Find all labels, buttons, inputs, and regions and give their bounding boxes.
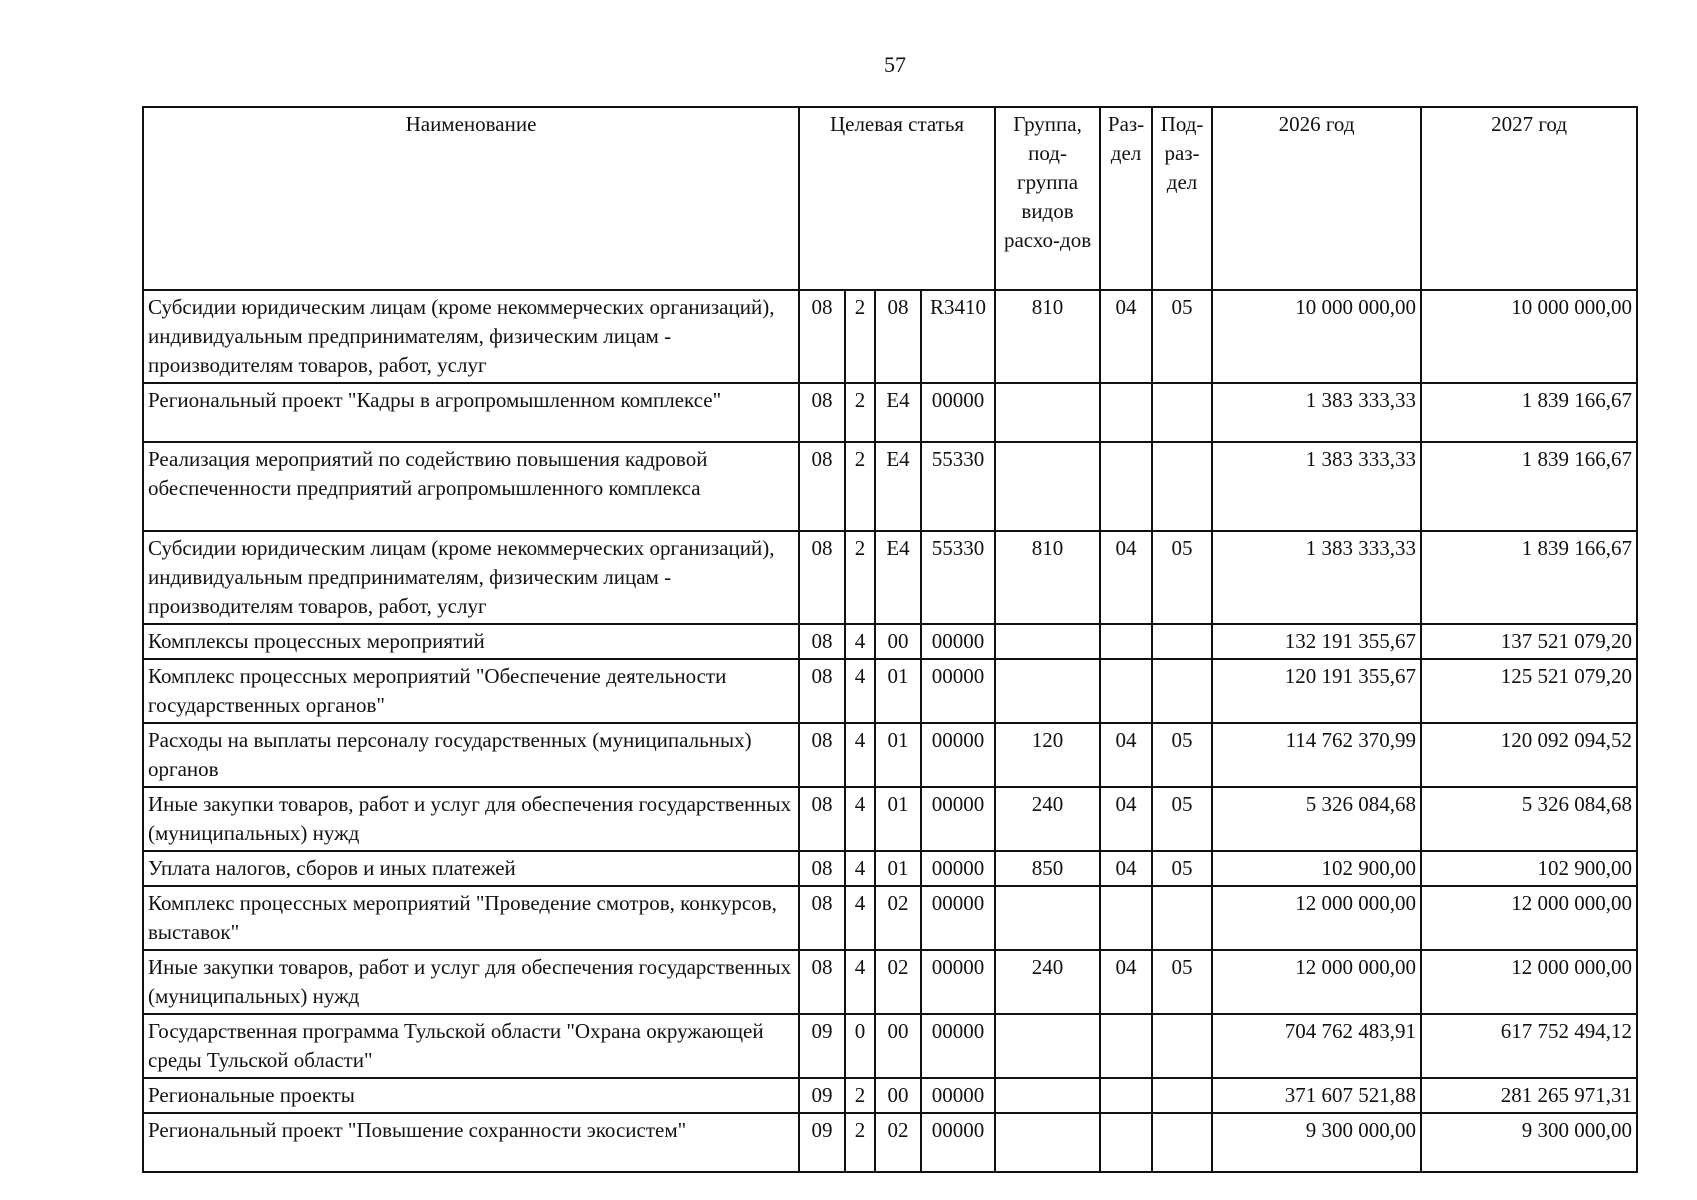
row-amount-2027: 137 521 079,20 [1421,624,1637,659]
row-name: Реализация мероприятий по содействию повышения кадровой обеспеченности предприятий агропромышленного комплекса [143,442,799,531]
row-amount-2026: 10 000 000,00 [1212,290,1421,383]
table-row [143,442,1637,531]
table-row [143,886,1637,950]
row-amount-2026: 1 383 333,33 [1212,531,1421,624]
row-amount-2027: 617 752 494,12 [1421,1014,1637,1078]
row-name: Региональные проекты [143,1078,799,1113]
row-subsection: 05 [1152,851,1212,886]
row-code-direction: 00000 [921,383,995,442]
row-subsection: 05 [1152,787,1212,851]
row-code-type: 4 [845,851,875,886]
row-code-program: 08 [799,290,845,383]
row-section: 04 [1100,531,1152,624]
row-expense-group [995,1014,1100,1078]
row-name: Уплата налогов, сборов и иных платежей [143,851,799,886]
row-amount-2026: 102 900,00 [1212,851,1421,886]
row-expense-group [995,442,1100,531]
row-section: 04 [1100,290,1152,383]
row-amount-2026: 9 300 000,00 [1212,1113,1421,1172]
row-code-subprogram: 02 [875,886,921,950]
row-code-subprogram: Е4 [875,442,921,531]
row-code-direction: 00000 [921,886,995,950]
row-code-direction: 00000 [921,659,995,723]
row-section [1100,1113,1152,1172]
row-expense-group: 240 [995,787,1100,851]
row-name: Иные закупки товаров, работ и услуг для обеспечения государственных (муниципальных) нужд [143,787,799,851]
row-name: Расходы на выплаты персоналу государственных (муниципальных) органов [143,723,799,787]
row-amount-2026: 12 000 000,00 [1212,886,1421,950]
page-number: 57 [884,52,906,77]
row-amount-2026: 371 607 521,88 [1212,1078,1421,1113]
row-amount-2026: 132 191 355,67 [1212,624,1421,659]
row-expense-group: 850 [995,851,1100,886]
row-amount-2027: 9 300 000,00 [1421,1113,1637,1172]
row-amount-2026: 704 762 483,91 [1212,1014,1421,1078]
row-code-direction: 00000 [921,851,995,886]
row-code-subprogram: 01 [875,787,921,851]
table-row [143,1014,1637,1078]
row-amount-2026: 1 383 333,33 [1212,383,1421,442]
row-amount-2027: 12 000 000,00 [1421,950,1637,1014]
row-name: Комплекс процессных мероприятий "Обеспечение деятельности государственных органов" [143,659,799,723]
table-header-row [143,107,1637,290]
row-code-direction: 55330 [921,442,995,531]
row-code-program: 08 [799,531,845,624]
row-section: 04 [1100,851,1152,886]
row-section [1100,659,1152,723]
row-code-subprogram: 01 [875,851,921,886]
header-year-2026: 2026 год [1212,107,1421,290]
row-name: Иные закупки товаров, работ и услуг для обеспечения государственных (муниципальных) нужд [143,950,799,1014]
row-code-direction: 00000 [921,723,995,787]
row-amount-2027: 12 000 000,00 [1421,886,1637,950]
row-subsection [1152,624,1212,659]
row-code-subprogram: 02 [875,950,921,1014]
row-code-program: 08 [799,659,845,723]
row-code-type: 4 [845,787,875,851]
table-row [143,851,1637,886]
row-amount-2027: 125 521 079,20 [1421,659,1637,723]
table-row [143,1113,1637,1172]
row-code-subprogram: 00 [875,1014,921,1078]
table-row [143,659,1637,723]
header-expense-group: Группа, под-группа видов расхо-дов [995,107,1100,290]
table-row [143,723,1637,787]
row-code-subprogram: Е4 [875,531,921,624]
row-code-type: 4 [845,723,875,787]
row-expense-group: 240 [995,950,1100,1014]
row-code-direction: 55330 [921,531,995,624]
row-code-subprogram: 08 [875,290,921,383]
row-code-direction: 00000 [921,787,995,851]
row-code-type: 2 [845,442,875,531]
table-row [143,290,1637,383]
row-code-program: 09 [799,1078,845,1113]
row-code-program: 08 [799,442,845,531]
row-expense-group: 120 [995,723,1100,787]
row-amount-2026: 114 762 370,99 [1212,723,1421,787]
row-code-program: 09 [799,1014,845,1078]
row-code-direction: 00000 [921,950,995,1014]
row-subsection [1152,383,1212,442]
row-code-program: 08 [799,383,845,442]
row-code-type: 2 [845,1078,875,1113]
row-code-type: 4 [845,624,875,659]
row-code-type: 4 [845,950,875,1014]
row-code-direction: R3410 [921,290,995,383]
row-expense-group [995,624,1100,659]
row-name: Субсидии юридическим лицам (кроме некоммерческих организаций), индивидуальным предпринимателям, физическим лицам - производителям товаров, работ, услуг [143,290,799,383]
row-expense-group: 810 [995,290,1100,383]
header-year-2027: 2027 год [1421,107,1637,290]
row-amount-2027: 281 265 971,31 [1421,1078,1637,1113]
row-section: 04 [1100,787,1152,851]
row-code-subprogram: 02 [875,1113,921,1172]
header-target-article: Целевая статья [799,107,995,290]
row-code-program: 08 [799,886,845,950]
table-row [143,624,1637,659]
row-section [1100,383,1152,442]
row-section: 04 [1100,723,1152,787]
row-name: Субсидии юридическим лицам (кроме некоммерческих организаций), индивидуальным предпринимателям, физическим лицам - производителям товаров, работ, услуг [143,531,799,624]
table-row [143,531,1637,624]
row-amount-2027: 102 900,00 [1421,851,1637,886]
row-code-direction: 00000 [921,1113,995,1172]
header-subsection: Под-раз-дел [1152,107,1212,290]
row-code-type: 2 [845,290,875,383]
row-amount-2026: 12 000 000,00 [1212,950,1421,1014]
row-code-type: 4 [845,886,875,950]
header-name: Наименование [143,107,799,290]
row-name: Региональный проект "Повышение сохранности экосистем" [143,1113,799,1172]
row-code-type: 2 [845,531,875,624]
table-row [143,383,1637,442]
row-code-program: 08 [799,950,845,1014]
row-subsection [1152,442,1212,531]
row-code-subprogram: 01 [875,723,921,787]
row-name: Региональный проект "Кадры в агропромышленном комплексе" [143,383,799,442]
row-subsection: 05 [1152,950,1212,1014]
row-code-subprogram: Е4 [875,383,921,442]
row-subsection [1152,1014,1212,1078]
row-code-program: 08 [799,851,845,886]
row-subsection: 05 [1152,290,1212,383]
row-code-program: 08 [799,624,845,659]
row-code-subprogram: 00 [875,624,921,659]
table-row [143,950,1637,1014]
row-section [1100,442,1152,531]
row-expense-group [995,659,1100,723]
row-amount-2027: 1 839 166,67 [1421,383,1637,442]
row-subsection: 05 [1152,531,1212,624]
row-amount-2027: 120 092 094,52 [1421,723,1637,787]
row-code-program: 08 [799,723,845,787]
row-code-program: 08 [799,787,845,851]
row-code-subprogram: 00 [875,1078,921,1113]
row-code-direction: 00000 [921,1078,995,1113]
row-code-program: 09 [799,1113,845,1172]
row-amount-2026: 1 383 333,33 [1212,442,1421,531]
row-subsection: 05 [1152,723,1212,787]
row-expense-group [995,1113,1100,1172]
row-section [1100,1078,1152,1113]
row-name: Комплексы процессных мероприятий [143,624,799,659]
header-section: Раз-дел [1100,107,1152,290]
row-section: 04 [1100,950,1152,1014]
row-code-type: 0 [845,1014,875,1078]
row-code-subprogram: 01 [875,659,921,723]
row-code-type: 2 [845,383,875,442]
budget-table [142,106,1638,1173]
row-name: Комплекс процессных мероприятий "Проведение смотров, конкурсов, выставок" [143,886,799,950]
row-subsection [1152,659,1212,723]
row-amount-2026: 5 326 084,68 [1212,787,1421,851]
row-amount-2027: 1 839 166,67 [1421,531,1637,624]
row-subsection [1152,1078,1212,1113]
row-expense-group [995,1078,1100,1113]
row-section [1100,1014,1152,1078]
row-code-type: 4 [845,659,875,723]
row-code-direction: 00000 [921,1014,995,1078]
row-subsection [1152,886,1212,950]
table-row [143,787,1637,851]
row-expense-group [995,886,1100,950]
row-code-direction: 00000 [921,624,995,659]
row-section [1100,886,1152,950]
row-name: Государственная программа Тульской области "Охрана окружающей среды Тульской области" [143,1014,799,1078]
row-code-type: 2 [845,1113,875,1172]
row-amount-2027: 1 839 166,67 [1421,442,1637,531]
row-amount-2027: 5 326 084,68 [1421,787,1637,851]
row-expense-group: 810 [995,531,1100,624]
row-section [1100,624,1152,659]
table-row [143,1078,1637,1113]
row-expense-group [995,383,1100,442]
row-subsection [1152,1113,1212,1172]
row-amount-2027: 10 000 000,00 [1421,290,1637,383]
row-amount-2026: 120 191 355,67 [1212,659,1421,723]
